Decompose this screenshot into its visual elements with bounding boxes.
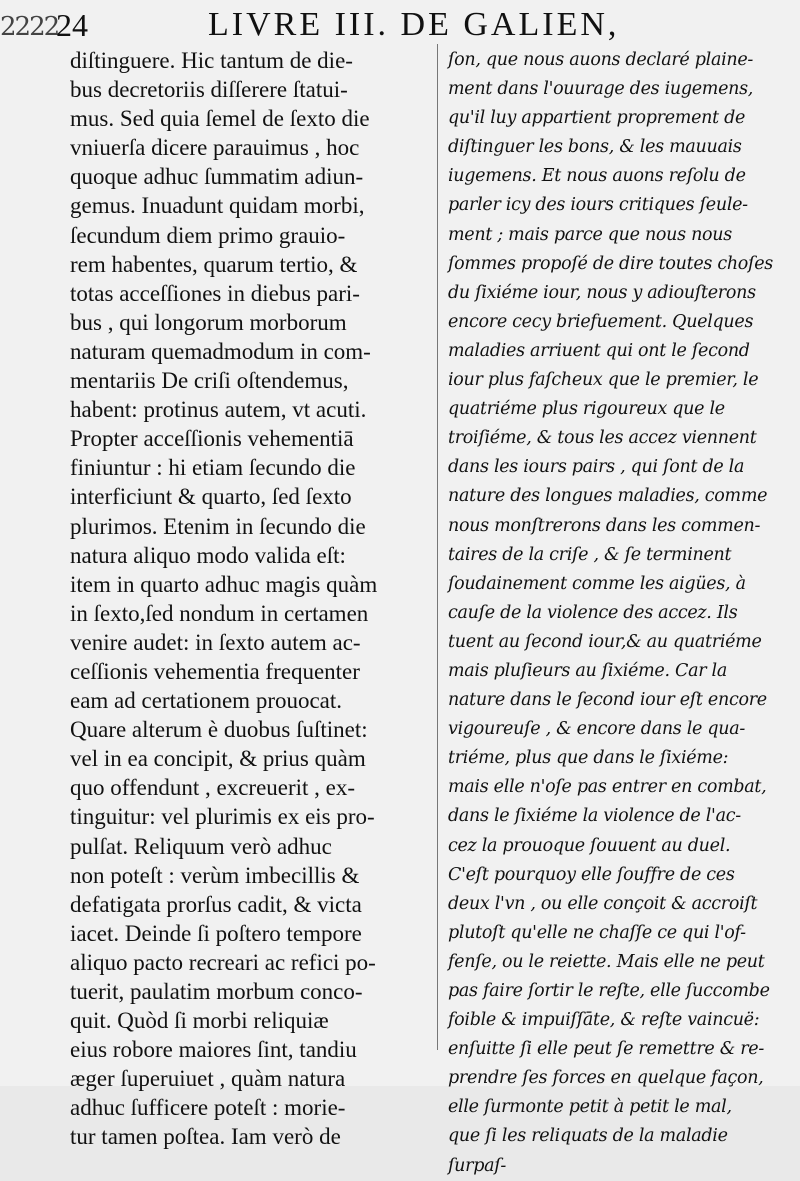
text-line: vigoureuſe , & encore dans le qua- — [448, 719, 745, 740]
text-line: ſecundum diem primo grauio- — [70, 222, 346, 248]
text-line: adhuc ſufficere poteſt : morie- — [70, 1095, 346, 1121]
text-line: habent: protinus autem, vt acuti. — [70, 397, 367, 423]
text-line: qu'il luy appartient proprement de — [448, 108, 746, 129]
text-line: taires de la criſe , & ſe terminent — [448, 544, 732, 565]
text-line: ſoudainement comme les aigües, à — [448, 573, 746, 594]
text-line: tuent au ſecond iour,& au quatriéme — [448, 631, 762, 652]
text-line: tuerit, paulatim morbum conco- — [70, 979, 363, 1004]
text-line: quit. Quòd ſi morbi reliquiæ — [70, 1008, 329, 1034]
text-line: troiſiéme, & tous les accez viennent — [448, 428, 757, 449]
text-line: ſon, que nous auons declaré plaine- — [448, 50, 754, 70]
text-line: vel in ea concipit, & prius quàm — [70, 746, 366, 772]
text-line: defatigata prorſus cadit, & victa — [70, 891, 362, 917]
text-line: totas acceſſiones in diebus pari- — [70, 280, 360, 306]
text-line: naturam quemadmodum in com- — [70, 338, 371, 364]
text-line: tur tamen poſtea. Iam verò de — [70, 1124, 341, 1150]
text-line: cauſe de la violence des accez. Ils — [448, 602, 738, 623]
latin-text-column — [70, 46, 432, 1152]
text-line: C'eſt pourquoy elle ſouffre de ces — [448, 864, 735, 885]
text-line: Quare alterum è duobus ſuſtinet: — [70, 717, 368, 743]
text-line: ſommes propoſé de dire toutes choſes — [448, 253, 773, 274]
text-line: quoque adhuc ſummatim adiun- — [70, 164, 364, 190]
text-line: nous monſtrerons dans les commen- — [448, 515, 761, 536]
text-line: ment dans l'ouurage des iugemens, — [448, 79, 754, 100]
text-line: gemus. Inuadunt quidam morbi, — [70, 193, 365, 219]
text-line: triéme, plus que dans le ſixiéme: — [448, 748, 729, 769]
text-line: mais pluſieurs au ſixiéme. Car la — [448, 660, 727, 681]
running-title: LIVRE III. DE GALIEN, — [208, 6, 620, 43]
text-line: pulſat. Reliquum verò adhuc — [70, 833, 332, 859]
text-line: foible & impuiſſāte, & reſte vaincuë: — [448, 1010, 760, 1031]
text-line: que ſi les reliquats de la maladie — [448, 1126, 728, 1147]
page-number: 24 — [56, 7, 88, 43]
text-line: iacet. Deinde ſi poſtero tempore — [70, 920, 362, 946]
text-line: natura aliquo modo valida eſt: — [70, 542, 346, 568]
text-line: interficiunt & quarto, ſed ſexto — [70, 484, 352, 510]
text-line: non poteſt : verùm imbecillis & — [70, 862, 360, 888]
text-line: dans les iours pairs , qui ſont de la — [448, 457, 745, 478]
text-line: tinguitur: vel plurimis ex eis pro- — [70, 804, 375, 830]
text-line: encore cecy briefuement. Quelques — [448, 311, 754, 332]
text-line: du ſixiéme iour, nous y adiouſterons — [448, 282, 756, 303]
text-line: iugemens. Et nous auons reſolu de — [448, 166, 746, 187]
margin-annotation: 2222 — [0, 12, 59, 42]
text-line: pas faire ſortir le reſte, elle ſuccombe — [448, 981, 770, 1001]
text-line: plurimos. Etenim in ſecundo die — [70, 513, 366, 539]
text-line: deux l'vn , ou elle conçoit & accroiſt — [448, 893, 758, 914]
text-line: ceſſionis vehementia frequenter — [70, 658, 360, 684]
text-line: maladies arriuent qui ont le ſecond — [448, 340, 750, 361]
text-line: fenſe, ou le reiette. Mais elle ne peut — [448, 951, 765, 972]
text-line: in ſexto,ſed nondum in certamen — [70, 600, 369, 626]
text-line: quatriéme plus rigoureux que le — [448, 399, 725, 420]
text-line: plutoſt qu'elle ne chaſſe ce qui l'of- — [448, 922, 746, 943]
text-line: diſtinguer les bons, & les mauuais — [448, 137, 742, 158]
text-line: æger ſuperuiuet , quàm natura — [70, 1066, 346, 1092]
text-line: rem habentes, quarum tertio, & — [70, 251, 358, 277]
text-line: cez la prouoque ſouuent au duel. — [448, 835, 731, 856]
text-line: nature des longues maladies, comme — [448, 486, 768, 507]
text-line: bus , qui longorum morborum — [70, 309, 347, 335]
text-line: aliquo pacto recreari ac refici po- — [70, 949, 376, 975]
text-line: diſtinguere. Hic tantum de die- — [70, 48, 353, 73]
text-line: eius robore maiores ſint, tandiu — [70, 1037, 357, 1063]
text-line: nature dans le ſecond iour eſt encore — [448, 690, 767, 711]
text-line: vniuerſa dicere parauimus , hoc — [70, 135, 360, 161]
text-line: quo offendunt , excreuerit , ex- — [70, 775, 356, 801]
text-line: mus. Sed quia ſemel de ſexto die — [70, 106, 370, 132]
page-header — [56, 6, 800, 44]
text-line: parler icy des iours critiques ſeule- — [448, 195, 748, 216]
text-line: ſurpaſ- — [448, 1155, 507, 1176]
text-line: elle ſurmonte petit à petit le mal, — [448, 1097, 732, 1118]
text-line: item in quarto adhuc magis quàm — [70, 571, 378, 597]
text-line: venire audet: in ſexto autem ac- — [70, 629, 361, 655]
french-text-column — [448, 46, 798, 1181]
text-line: prendre ſes forces en quelque façon, — [448, 1068, 764, 1089]
text-line: Propter acceſſionis vehementiā — [70, 426, 354, 452]
text-line: enſuitte ſi elle peut ſe remettre & re- — [448, 1039, 764, 1060]
text-line: bus decretoriis diſſerere ſtatui- — [70, 77, 348, 103]
text-line: finiuntur : hi etiam ſecundo die — [70, 455, 356, 481]
text-line: mentariis De criſi oſtendemus, — [70, 368, 349, 394]
text-line: mais elle n'oſe pas entrer en combat, — [448, 777, 767, 798]
text-line: eam ad certationem prouocat. — [70, 688, 343, 714]
column-divider — [437, 44, 438, 1050]
text-line: dans le ſixiéme la violence de l'ac- — [448, 806, 741, 827]
text-line: ment ; mais parce que nous nous — [448, 224, 732, 245]
text-line: iour plus faſcheux que le premier, le — [448, 370, 759, 391]
